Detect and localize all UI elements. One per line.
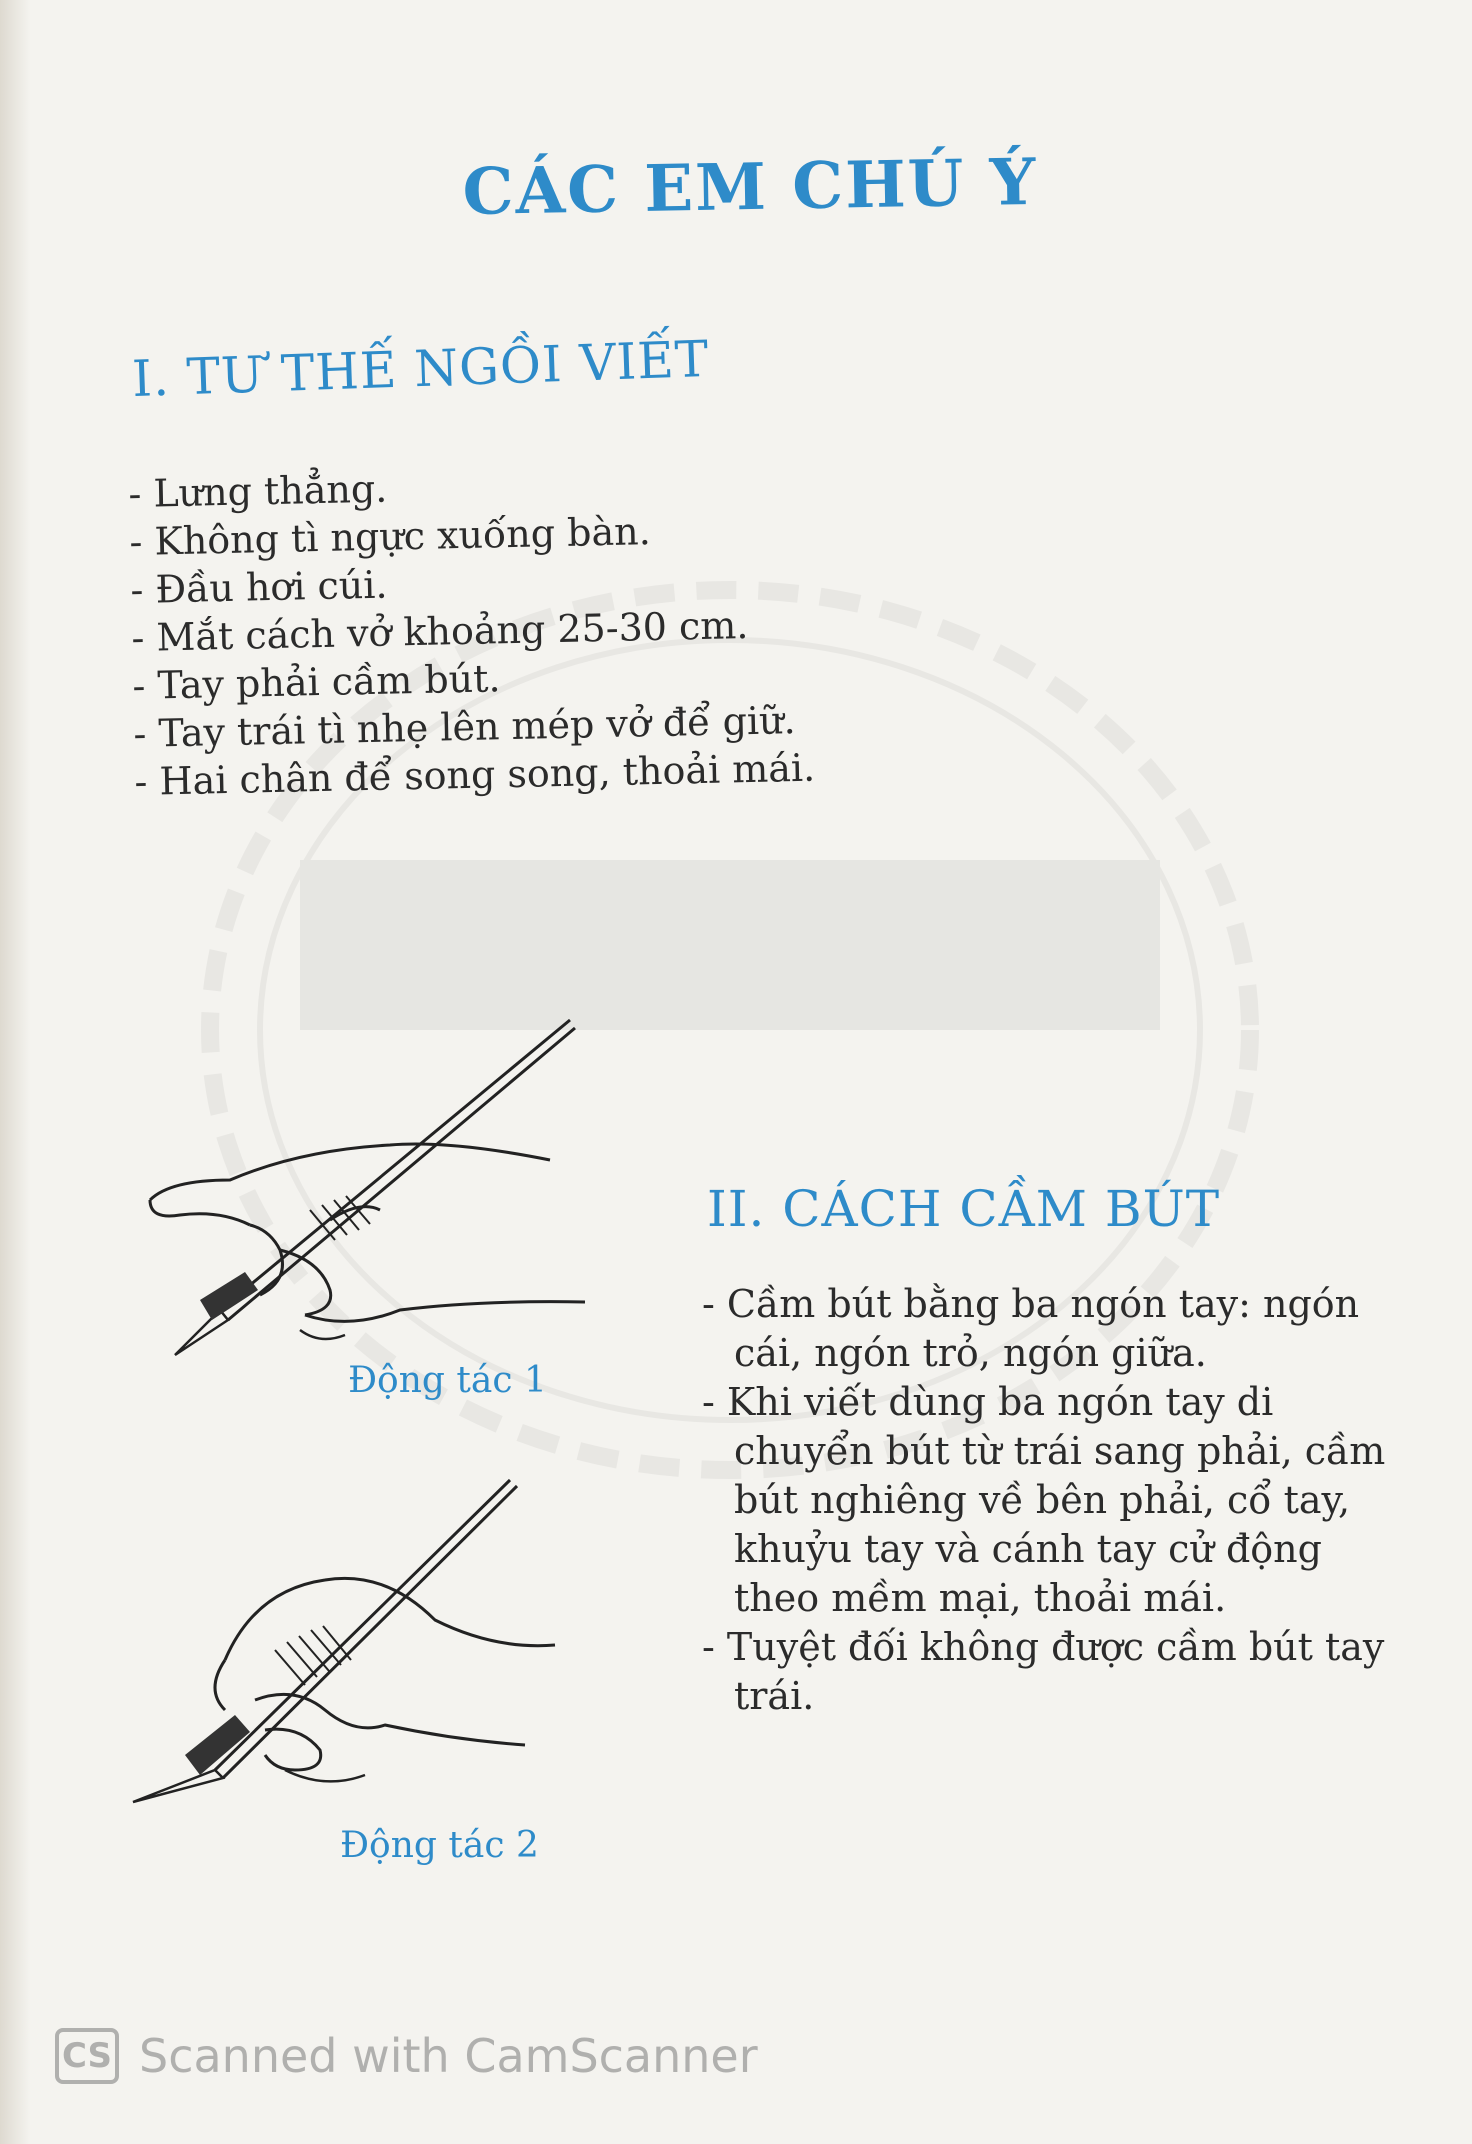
list-item: - Không tì ngực xuống bàn. bbox=[129, 509, 652, 564]
list-item: - Mắt cách vở khoảng 25-30 cm. bbox=[131, 603, 749, 660]
list-item: - Tuyệt đối không được cầm bút tay trái. bbox=[702, 1625, 1385, 1718]
list-item: - Tay phải cầm bút. bbox=[132, 656, 501, 708]
list-item: - Tay trái tì nhẹ lên mép vở để giữ. bbox=[133, 698, 797, 756]
caption-step-1: Động tác 1 bbox=[348, 1360, 547, 1401]
list-item: - Khi viết dùng ba ngón tay di chuyển bút từ trái sang phải, cầm bút nghiêng về bên phải, cổ tay, khuỷu tay và cánh tay cử động theo mềm mại, thoải mái. bbox=[702, 1380, 1386, 1620]
section-pen-holding-title: II. CÁCH CẦM BÚT bbox=[707, 1180, 1221, 1238]
page-edge-shadow bbox=[0, 0, 30, 2144]
camscanner-logo-icon: CS bbox=[55, 2028, 119, 2084]
hand-holding-pen-illustration-2 bbox=[125, 1470, 585, 1810]
list-item: - Đầu hơi cúi. bbox=[130, 562, 388, 612]
pen-holding-list bbox=[702, 1280, 1402, 1721]
caption-step-2: Động tác 2 bbox=[340, 1825, 539, 1866]
scanner-watermark-text: Scanned with CamScanner bbox=[139, 2029, 758, 2083]
page-title: CÁC EM CHÚ Ý bbox=[461, 144, 1039, 231]
section-sitting-posture-title: I. TƯ THẾ NGỒI VIẾT bbox=[131, 329, 711, 409]
list-item: - Hai chân để song song, thoải mái. bbox=[134, 745, 816, 804]
hand-holding-pen-illustration-1 bbox=[130, 1010, 610, 1370]
scanner-watermark bbox=[55, 2028, 758, 2084]
list-item: - Lưng thẳng. bbox=[128, 466, 388, 516]
sitting-posture-list bbox=[128, 456, 816, 806]
list-item: - Cầm bút bằng ba ngón tay: ngón cái, ngón trỏ, ngón giữa. bbox=[702, 1282, 1360, 1375]
